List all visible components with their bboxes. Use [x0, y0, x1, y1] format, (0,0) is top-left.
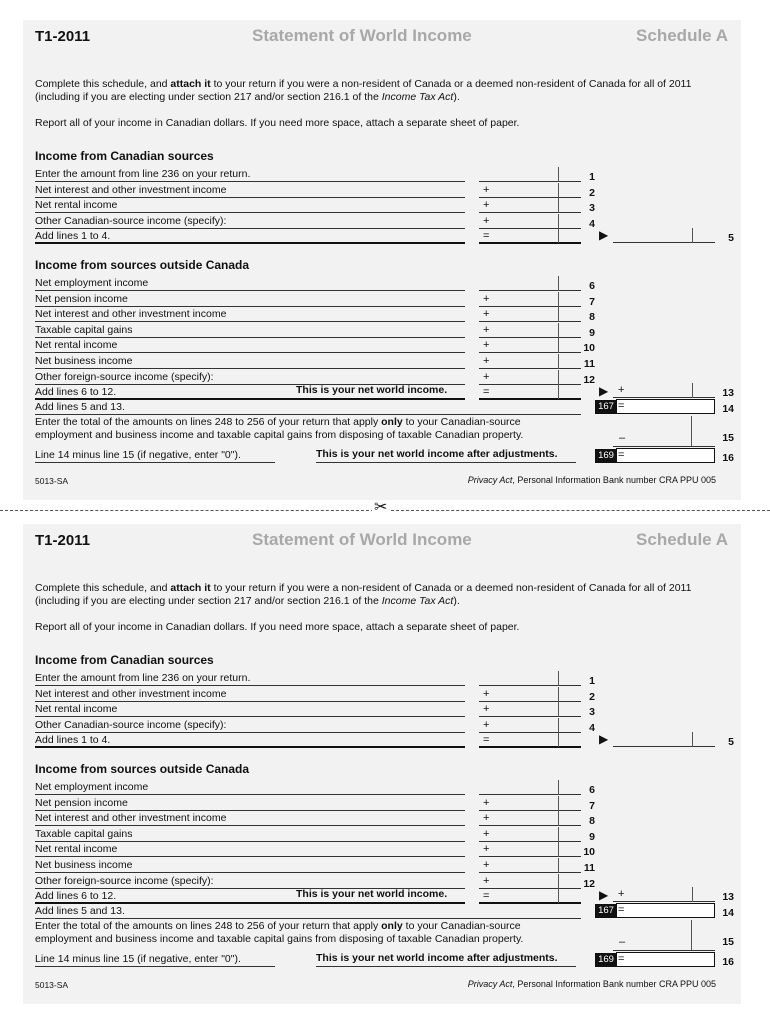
line-label: Net business income — [35, 858, 465, 873]
line-label: Add lines 1 to 4. — [35, 733, 465, 748]
arrow-icon: ▶ — [599, 384, 609, 398]
line-number: 12 — [583, 877, 595, 890]
amount-field[interactable]: + — [479, 323, 581, 338]
form-year: T1-2011 — [35, 532, 91, 549]
line-number: 5 — [728, 232, 734, 244]
line-number: 11 — [583, 358, 595, 370]
line-label: Taxable capital gains — [35, 323, 465, 338]
line-number: 15 — [722, 432, 734, 444]
line-label: Net pension income — [35, 292, 465, 307]
line-number: 4 — [589, 217, 595, 230]
line-label: Net pension income — [35, 796, 465, 811]
schedule-label: Schedule A — [636, 530, 728, 549]
canadian-heading: Income from Canadian sources — [35, 653, 214, 667]
foreign-heading: Income from sources outside Canada — [35, 762, 250, 776]
amount-field[interactable] — [479, 671, 581, 686]
schedule-a-form — [23, 524, 741, 1004]
amount-field[interactable]: + — [479, 827, 581, 842]
line-label: Net employment income — [35, 780, 465, 795]
line-code-167: 167 — [595, 400, 617, 414]
privacy-act: Privacy Act — [467, 979, 513, 989]
intro-mid: to your return if you were a non-resident of Canada or a deemed non-resident of Canada for all of 2011 (including if you are electing under section 217 and/or section 216.1 of the — [35, 78, 692, 103]
line-label: Other Canadian-source income (specify): — [35, 214, 465, 229]
arrow-icon: ▶ — [599, 228, 609, 242]
form-year: T1-2011 — [35, 28, 91, 45]
amount-field[interactable]: + — [479, 307, 581, 322]
amount-field[interactable]: = — [479, 385, 581, 400]
amount-field[interactable]: + — [479, 811, 581, 826]
minus-sign: – — [619, 432, 626, 444]
amount-field[interactable]: + — [479, 796, 581, 811]
line-number: 9 — [589, 326, 595, 339]
form-code: 5013-SA — [35, 980, 69, 990]
amount-field[interactable]: + — [479, 842, 581, 857]
line-code-169: 169 — [595, 449, 617, 463]
canadian-heading: Income from Canadian sources — [35, 149, 214, 163]
privacy-act: Privacy Act — [467, 475, 513, 485]
line-number: 12 — [583, 373, 595, 386]
intro-mid: to your return if you were a non-resident of Canada or a deemed non-resident of Canada for all of 2011 (including if you are electing under section 217 and/or section 216.1 of the — [35, 582, 692, 607]
line-label: Net interest and other investment income — [35, 183, 465, 198]
line-number: 9 — [589, 830, 595, 843]
amount-field[interactable]: + — [479, 874, 581, 889]
line-14-field[interactable] — [616, 399, 715, 414]
form-title: Statement of World Income — [252, 26, 472, 45]
form-title: Statement of World Income — [252, 530, 472, 549]
line-number: 4 — [589, 721, 595, 734]
line-label: Taxable capital gains — [35, 827, 465, 842]
plus-sign: + — [618, 384, 625, 396]
line-number: 2 — [589, 186, 595, 199]
line-15-suffix: to your Canadian-source employment and business income and taxable capital gains from disposing of taxable Canadian property. — [35, 416, 524, 441]
line-15-instructions — [35, 920, 575, 945]
line-14-label: Add lines 5 and 13. — [35, 904, 581, 919]
amount-field[interactable]: + — [479, 214, 581, 229]
privacy-notice — [468, 475, 716, 485]
line-number: 8 — [589, 815, 595, 828]
line-number: 8 — [589, 311, 595, 324]
minus-sign: – — [619, 936, 626, 948]
line-label: Net rental income — [35, 198, 465, 213]
amount-field[interactable]: + — [479, 858, 581, 873]
line-14-field[interactable] — [616, 903, 715, 918]
line-13-field[interactable] — [613, 383, 715, 398]
line-label: Other Canadian-source income (specify): — [35, 718, 465, 733]
line-label: Net interest and other investment income — [35, 687, 465, 702]
line-number: 1 — [589, 171, 595, 183]
column-divider — [691, 416, 692, 446]
schedule-label: Schedule A — [636, 26, 728, 45]
line-number: 11 — [583, 862, 595, 874]
line-label: Add lines 6 to 12. — [35, 385, 465, 400]
line-number: 16 — [722, 452, 734, 464]
line-number: 6 — [589, 280, 595, 292]
line-number: 14 — [722, 907, 734, 919]
line-16-field[interactable] — [616, 448, 715, 463]
equals-sign: = — [618, 904, 625, 916]
amount-field[interactable]: + — [479, 183, 581, 198]
amount-field[interactable] — [479, 780, 581, 795]
amount-field[interactable]: + — [479, 702, 581, 717]
line-15-field[interactable] — [613, 950, 715, 951]
line-number: 13 — [722, 387, 734, 399]
line-14-label: Add lines 5 and 13. — [35, 400, 581, 415]
line-label: Other foreign-source income (specify): — [35, 874, 465, 889]
line-15-instructions — [35, 416, 575, 441]
net-world-income-note: This is your net world income. — [296, 888, 448, 900]
scissors-icon: ✂ — [374, 499, 388, 516]
line-label: Add lines 1 to 4. — [35, 229, 465, 244]
line-code-167: 167 — [595, 904, 617, 918]
line-number: 14 — [722, 403, 734, 415]
report-instructions: Report all of your income in Canadian dollars. If you need more space, attach a separate sheet of paper. — [35, 117, 520, 129]
arrow-icon: ▶ — [599, 888, 609, 902]
net-world-income-note: This is your net world income. — [296, 384, 448, 396]
line-number: 1 — [589, 675, 595, 687]
line-16-label: Line 14 minus line 15 (if negative, enter "0"). — [35, 448, 275, 463]
line-number: 10 — [583, 846, 595, 859]
intro-end: ). — [453, 91, 460, 103]
privacy-rest: , Personal Information Bank number CRA PPU 005 — [512, 979, 716, 989]
equals-sign: = — [618, 953, 625, 965]
intro-paragraph — [35, 582, 725, 608]
amount-field[interactable]: = — [479, 733, 581, 748]
line-label: Net rental income — [35, 702, 465, 717]
amount-field[interactable]: = — [479, 229, 581, 244]
intro-bold: attach it — [170, 582, 211, 594]
line-number: 10 — [583, 342, 595, 355]
line-number: 2 — [589, 690, 595, 703]
privacy-rest: , Personal Information Bank number CRA PPU 005 — [512, 475, 716, 485]
schedule-a-form — [23, 20, 741, 500]
line-label: Other foreign-source income (specify): — [35, 370, 465, 385]
line-15-suffix: to your Canadian-source employment and business income and taxable capital gains from disposing of taxable Canadian property. — [35, 920, 524, 945]
line-5-field[interactable] — [613, 732, 715, 747]
line-number: 13 — [722, 891, 734, 903]
line-label: Enter the amount from line 236 on your return. — [35, 167, 465, 182]
line-label: Enter the amount from line 236 on your return. — [35, 671, 465, 686]
line-label: Net rental income — [35, 338, 465, 353]
amount-field[interactable]: + — [479, 354, 581, 369]
line-16-note: This is your net world income after adjustments. — [316, 952, 576, 967]
amount-field[interactable]: + — [479, 338, 581, 353]
privacy-notice — [468, 979, 716, 989]
line-number: 15 — [722, 936, 734, 948]
intro-italic: Income Tax Act — [381, 595, 454, 607]
amount-field[interactable] — [479, 167, 581, 182]
intro-end: ). — [453, 595, 460, 607]
line-label: Net employment income — [35, 276, 465, 291]
line-code-169: 169 — [595, 953, 617, 967]
amount-field[interactable]: + — [479, 292, 581, 307]
foreign-heading: Income from sources outside Canada — [35, 258, 250, 272]
line-16-note: This is your net world income after adjustments. — [316, 448, 576, 463]
line-number: 5 — [728, 736, 734, 748]
amount-field[interactable]: + — [479, 718, 581, 733]
line-5-field[interactable] — [613, 228, 715, 243]
equals-sign: = — [618, 449, 625, 461]
line-number: 6 — [589, 784, 595, 796]
amount-field[interactable]: + — [479, 370, 581, 385]
line-number: 7 — [589, 799, 595, 812]
intro-paragraph — [35, 78, 725, 104]
arrow-icon: ▶ — [599, 732, 609, 746]
line-label: Net rental income — [35, 842, 465, 857]
equals-sign: = — [618, 400, 625, 412]
line-label: Net business income — [35, 354, 465, 369]
line-15-prefix: Enter the total of the amounts on lines 248 to 256 of your return that apply — [35, 920, 382, 932]
form-code: 5013-SA — [35, 476, 69, 486]
line-number: 3 — [589, 202, 595, 215]
amount-field[interactable]: + — [479, 198, 581, 213]
amount-field[interactable]: + — [479, 687, 581, 702]
line-label: Net interest and other investment income — [35, 307, 465, 322]
intro-bold: attach it — [170, 78, 211, 90]
column-divider — [691, 920, 692, 950]
plus-sign: + — [618, 888, 625, 900]
line-16-label: Line 14 minus line 15 (if negative, enter "0"). — [35, 952, 275, 967]
intro-italic: Income Tax Act — [381, 91, 454, 103]
line-number: 3 — [589, 706, 595, 719]
intro-prefix: Complete this schedule, and — [35, 582, 171, 594]
line-16-field[interactable] — [616, 952, 715, 967]
line-13-field[interactable] — [613, 887, 715, 902]
amount-field[interactable] — [479, 276, 581, 291]
report-instructions: Report all of your income in Canadian dollars. If you need more space, attach a separate sheet of paper. — [35, 621, 520, 633]
line-number: 7 — [589, 295, 595, 308]
intro-prefix: Complete this schedule, and — [35, 78, 171, 90]
amount-field[interactable]: = — [479, 889, 581, 904]
line-15-bold: only — [381, 920, 403, 932]
line-15-bold: only — [381, 416, 403, 428]
line-label: Add lines 6 to 12. — [35, 889, 465, 904]
line-15-field[interactable] — [613, 446, 715, 447]
line-label: Net interest and other investment income — [35, 811, 465, 826]
line-number: 16 — [722, 956, 734, 968]
line-15-prefix: Enter the total of the amounts on lines 248 to 256 of your return that apply — [35, 416, 382, 428]
